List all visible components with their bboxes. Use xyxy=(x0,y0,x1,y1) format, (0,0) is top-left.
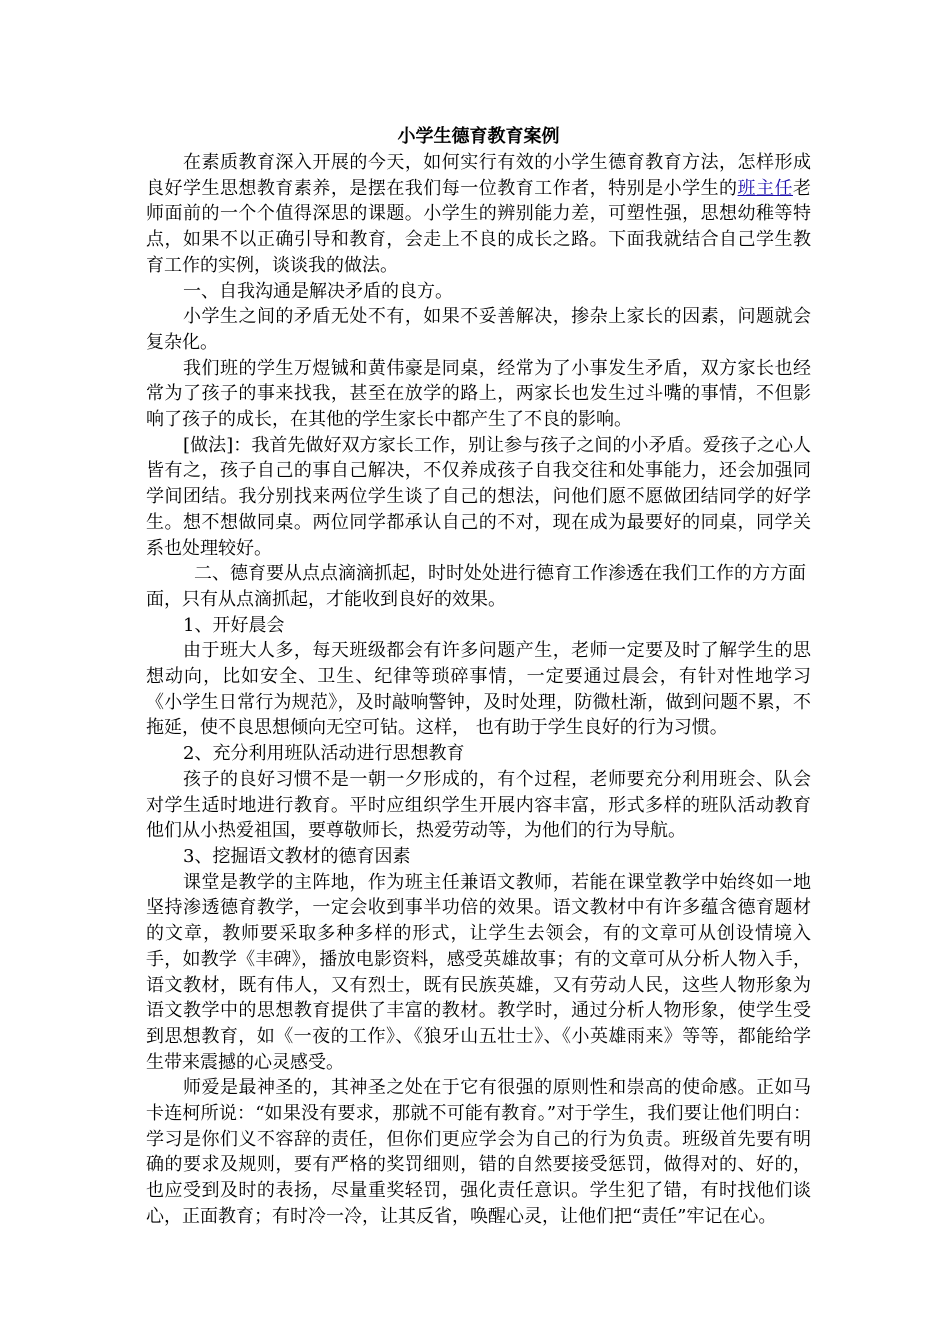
subsection2-paragraph: 孩子的良好习惯不是一朝一夕形成的，有个过程，老师要充分利用班会、队会对学生适时地进行教育。平时应组织学生开展内容丰富，形式多样的班队活动教育他们从小热爱祖国，要尊敬师长，热爱劳动等，为他们的行为导航。 xyxy=(146,768,811,842)
intro-text-before: 在素质教育深入开展的今天，如何实行有效的小学生德育教育方法，怎样形成良好学生思想教育素养，是摆在我们每一位教育工作者，特别是小学生的 xyxy=(146,152,811,199)
page-title: 小学生德育教育案例 xyxy=(397,126,560,147)
closing-paragraph: 师爱是最神圣的，其神圣之处在于它有很强的原则性和崇高的使命感。正如马卡连柯所说：“如果没有要求，那就不可能有教育。”对于学生，我们要让他们明白：学习是你们义不容辞的责任，但你们更应学会为自己的行为负责。班级首先要有明确的要求及规则，要有严格的奖罚细则，错的自然要接受惩罚，做得对的、好的，也应受到及时的表扬，尽量重奖轻罚，强化责任意识。学生犯了错，有时找他们谈心，正面教育；有时冷一冷，让其反省，唤醒心灵，让他们把“责任”牢记在心。 xyxy=(146,1077,811,1227)
head-teacher-link[interactable]: 班主任 xyxy=(737,177,794,199)
document-body xyxy=(146,124,811,1230)
subsection3-paragraph: 课堂是教学的主阵地，作为班主任兼语文教师，若能在课堂教学中始终如一地坚持渗透德育教学，一定会收到事半功倍的效果。语文教材中有许多蕴含德育题材的文章，教师要采取多种多样的形式，让学生去领会，有的文章可从创设情境入手，如教学《丰碑》，播放电影资料，感受英雄故事；有的文章可从分析人物入手，语文教材，既有伟人，又有烈士，既有民族英雄，又有劳动人民，这些人物形象为语文教学中的思想教育提供了丰富的教材。教学时，通过分析人物形象，使学生受到思想教育，如《一夜的工作》、《狼牙山五壮士》、《小英雄雨来》等等，都能给学生带来震撼的心灵感受。 xyxy=(146,871,811,1073)
section1-paragraph-2: 我们班的学生万煜铖和黄伟豪是同桌，经常为了小事发生矛盾，双方家长也经常为了孩子的事来找我，甚至在放学的路上，两家长也发生过斗嘴的事情，不但影响了孩子的成长，在其他的学生家长中都产生了不良的影响。 xyxy=(146,357,811,431)
section2-heading: 二、德育要从点点滴滴抓起，时时处处进行德育工作渗透在我们工作的方方面面，只有从点滴抓起，才能收到良好的效果。 xyxy=(146,563,806,610)
subsection1-heading: 1、开好晨会 xyxy=(183,614,285,636)
intro-text-after: 老师面前的一个个值得深思的课题。小学生的辨别能力差，可塑性强，思想幼稚等特点，如果不以正确引导和教育，会走上不良的成长之路。下面我就结合自己学生教育工作的实例，谈谈我的做法。 xyxy=(146,177,812,276)
section1-paragraph-3: [做法]：我首先做好双方家长工作，别让参与孩子之间的小矛盾。爱孩子之心人皆有之，孩子自己的事自己解决，不仅养成孩子自我交往和处事能力，还会加强同学间团结。我分别找来两位学生谈了自己的想法，问他们愿不愿做团结同学的好学生。想不想做同桌。两位同学都承认自己的不对，现在成为最要好的同桌，同学关系也处理较好。 xyxy=(146,434,811,559)
subsection2-heading: 2、充分利用班队活动进行思想教育 xyxy=(183,743,465,765)
section1-paragraph-1: 小学生之间的矛盾无处不有，如果不妥善解决，掺杂上家长的因素，问题就会复杂化。 xyxy=(146,306,811,353)
subsection1-paragraph: 由于班大人多，每天班级都会有许多问题产生，老师一定要及时了解学生的思想动向，比如安全、卫生、纪律等琐碎事情，一定要通过晨会，有针对性地学习《小学生日常行为规范》，及时敲响警钟，及时处理，防微杜渐，做到问题不累，不拖延，使不良思想倾向无空可钻。这样， 也有助于学生良好的行为习惯。 xyxy=(146,640,811,739)
section1-heading: 一、自我沟通是解决矛盾的良方。 xyxy=(183,280,453,302)
intro-paragraph xyxy=(146,150,811,279)
subsection3-heading: 3、挖掘语文教材的德育因素 xyxy=(183,845,411,867)
